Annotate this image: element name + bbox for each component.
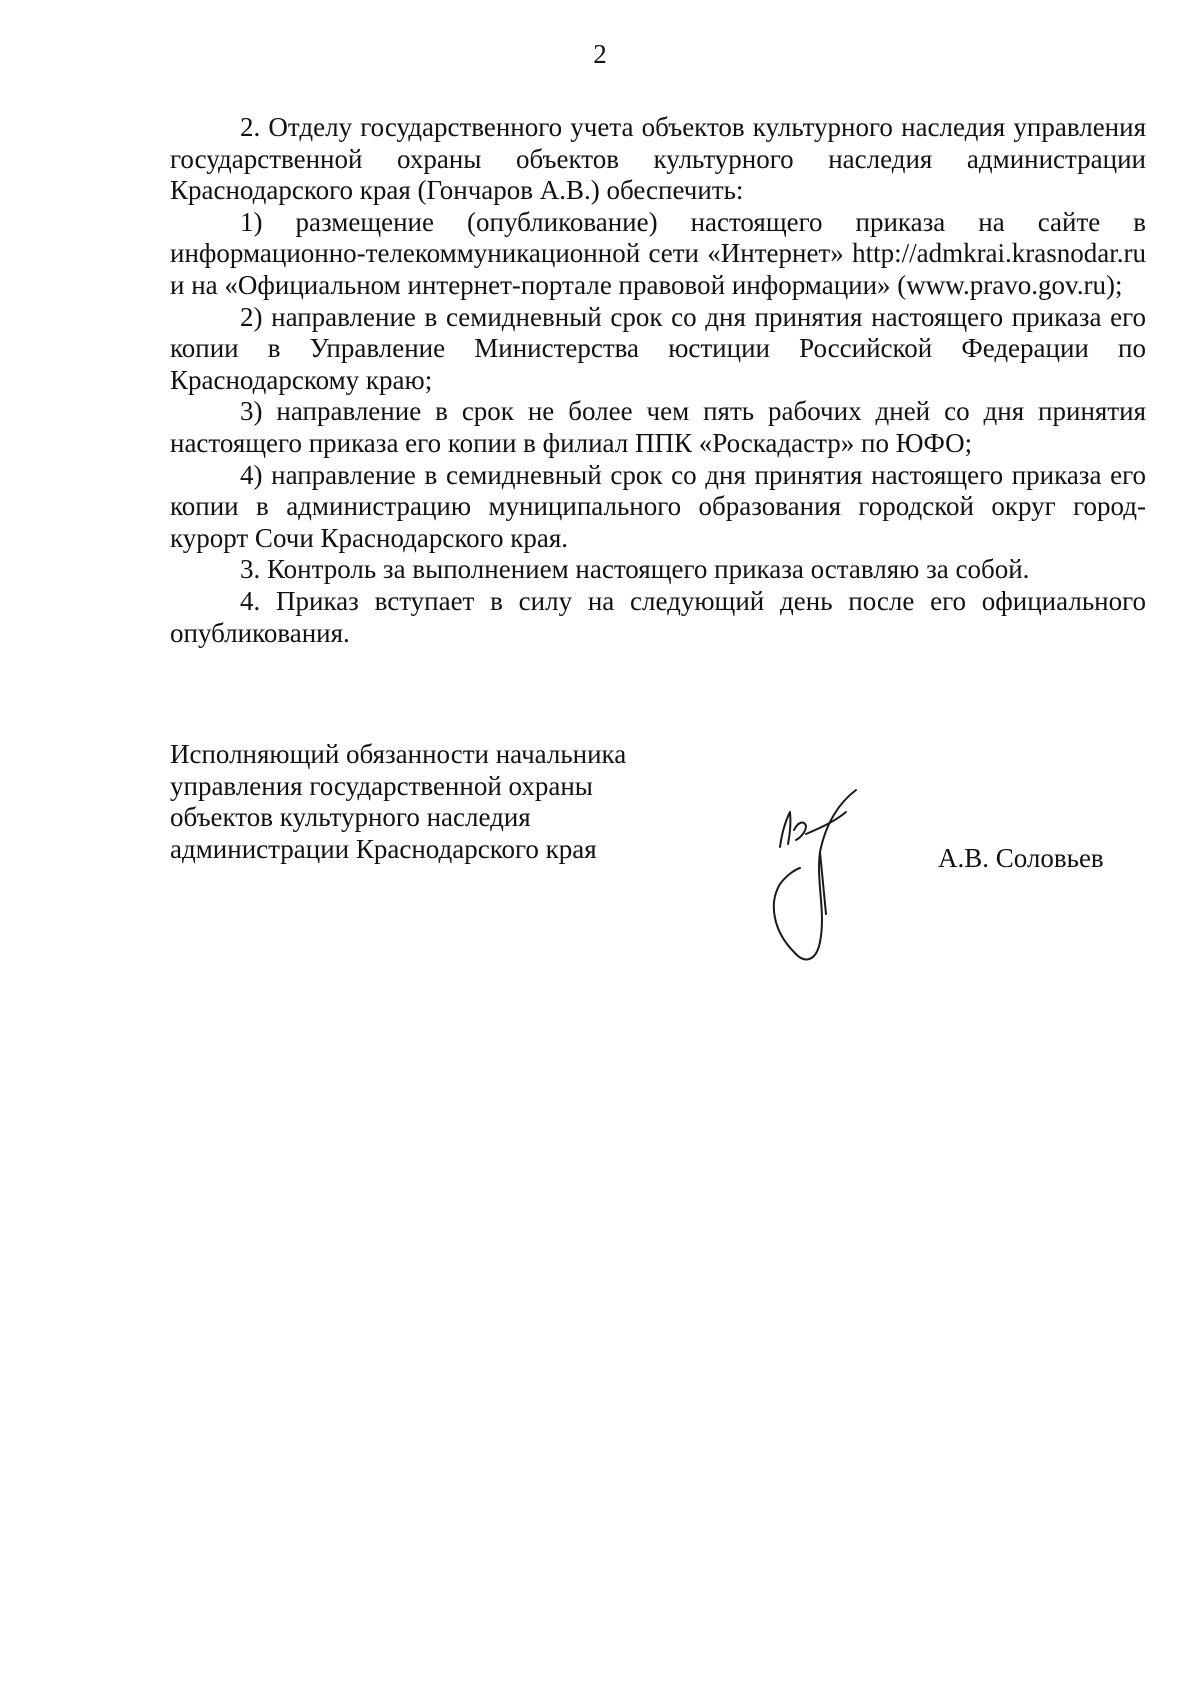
page-number: 2 <box>593 39 607 69</box>
signatory-position-line: администрации Краснодарского края <box>170 833 597 864</box>
paragraph-2: 2. Отделу государственного учета объектов культурного наследия управления государственной охраны объектов культурного наследия администрации Краснодарского края (Гончаров А.В.) обеспечить: <box>170 112 1146 206</box>
paragraph-2-3: 3) направление в срок не более чем пять рабочих дней со дня принятия настоящего приказа его копии в филиал ППК «Роскадастр» по ЮФО; <box>170 396 1146 458</box>
signatory-position-line: объектов культурного наследия <box>170 802 531 832</box>
paragraph-2-1: 1) размещение (опубликование) настоящего приказа на сайте в информационно-телекоммуникационной сети «Интернет» http://admkrai.krasnodar.ru и на «Официальном интернет-портале правовой информации» (www.pravo.gov.ru); <box>170 206 1146 300</box>
signatory-position <box>170 739 690 865</box>
signatory-name: А.В. Соловьев <box>938 843 1104 873</box>
document-body <box>170 112 1146 649</box>
signatory-position-line: управления государственной охраны <box>170 770 593 801</box>
paragraph-4: 4. Приказ вступает в силу на следующий день после его официального опубликования. <box>170 585 1146 648</box>
paragraph-2-4: 4) направление в семидневный срок со дня принятия настоящего приказа его копии в администрацию муниципального образования городской округ город-курорт Сочи Краснодарского края. <box>170 459 1146 553</box>
handwritten-signature <box>760 782 890 982</box>
paragraph-2-2: 2) направление в семидневный срок со дня принятия настоящего приказа его копии в Управление Министерства юстиции Российской Федерации по Краснодарскому краю; <box>170 301 1146 395</box>
paragraph-3: 3. Контроль за выполнением настоящего приказа оставляю за собой. <box>240 554 1030 585</box>
signatory-position-line: Исполняющий обязанности начальника <box>170 739 627 769</box>
